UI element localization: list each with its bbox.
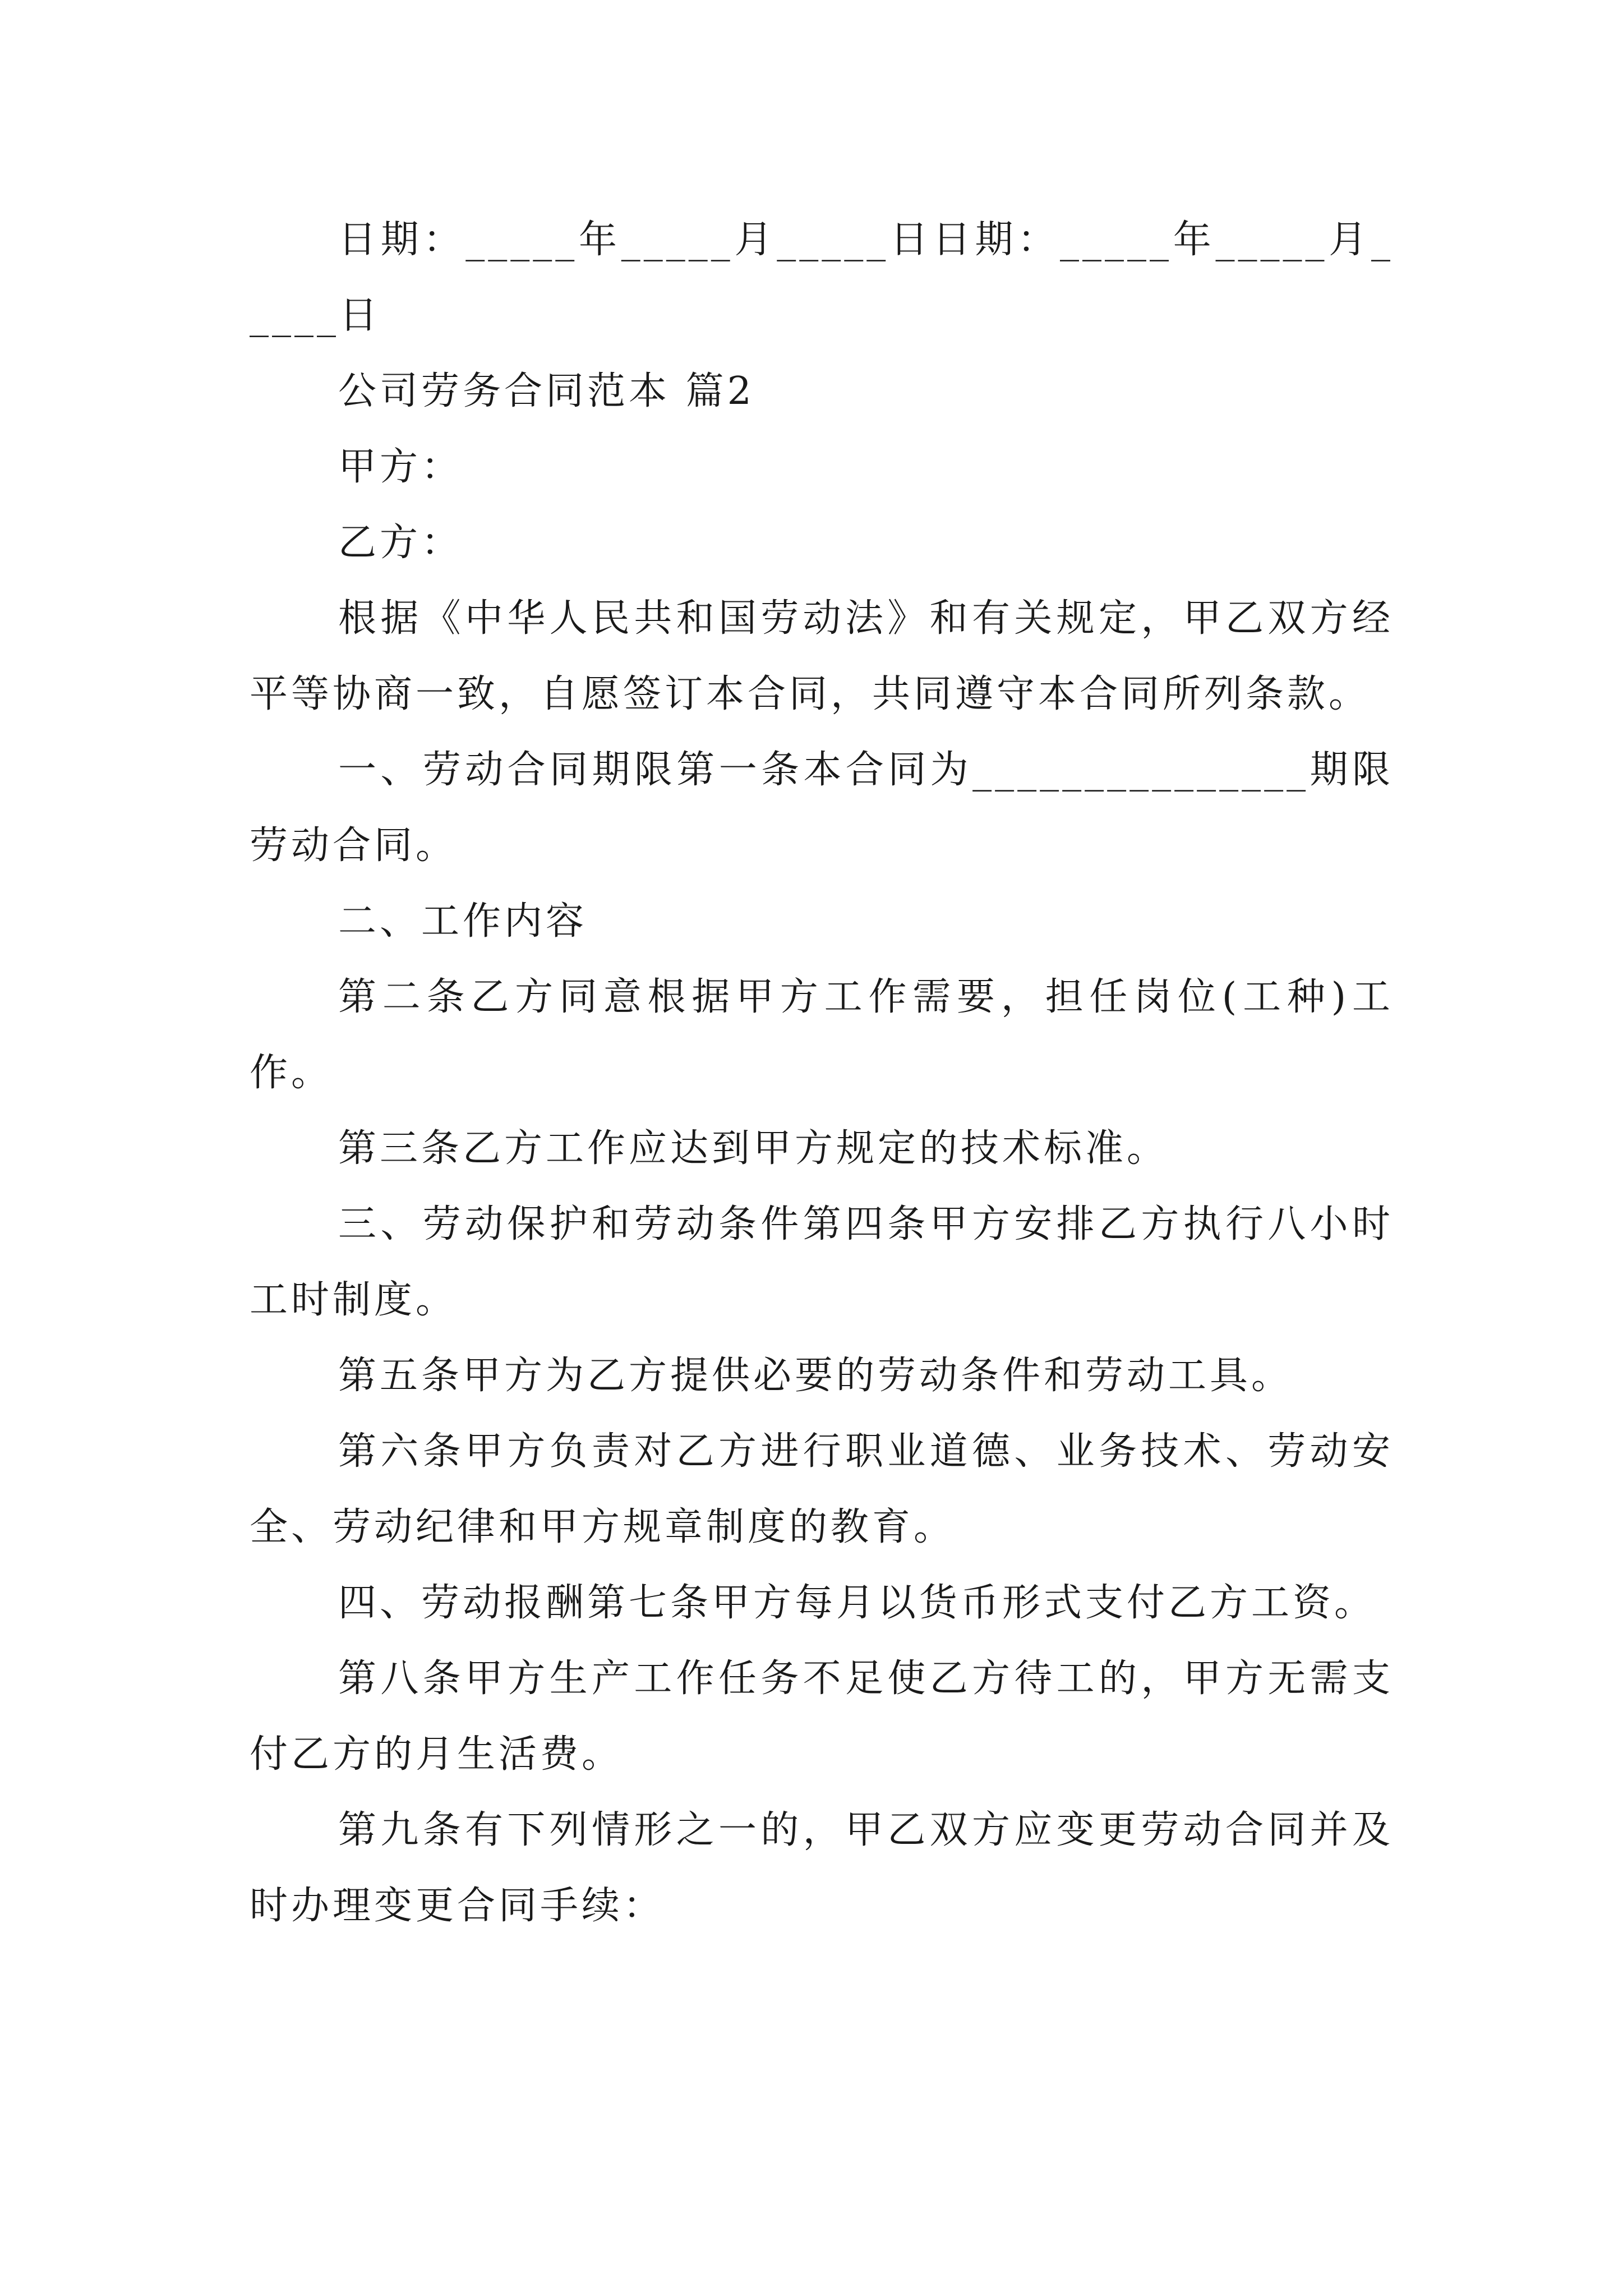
clause-article-6: 第六条甲方负责对乙方进行职业道德、业务技术、劳动安全、劳动纪律和甲方规章制度的教育。 [250,1429,1394,1549]
party-b-line: 乙方： [338,521,463,565]
clause-article-7: 四、劳动报酬第七条甲方每月以货币形式支付乙方工资。 [338,1581,1376,1625]
party-a-line: 甲方： [338,445,463,489]
document-body [250,202,1394,1944]
clause-article-8: 第八条甲方生产工作任务不足使乙方待工的，甲方无需支付乙方的月生活费。 [250,1657,1394,1777]
clause-article-5: 第五条甲方为乙方提供必要的劳动条件和劳动工具。 [338,1354,1293,1398]
heading-work-content: 二、工作内容 [338,899,588,944]
date-line: 日期：_____年_____月_____日日期：_____年_____月_____日 [250,218,1394,338]
clause-article-3: 第三条乙方工作应达到甲方规定的技术标准。 [338,1126,1169,1171]
clause-contract-term: 一、劳动合同期限第一条本合同为_______________期限劳动合同。 [250,748,1394,868]
section-title: 公司劳务合同范本 篇2 [338,369,755,413]
preamble-paragraph: 根据《中华人民共和国劳动法》和有关规定，甲乙双方经平等协商一致，自愿签订本合同，共同遵守本合同所列条款。 [250,596,1394,716]
clause-article-4: 三、劳动保护和劳动条件第四条甲方安排乙方执行八小时工时制度。 [250,1202,1394,1322]
clause-article-2: 第二条乙方同意根据甲方工作需要，担任岗位(工种)工作。 [250,975,1394,1095]
clause-article-9: 第九条有下列情形之一的，甲乙双方应变更劳动合同并及时办理变更合同手续： [250,1808,1394,1928]
